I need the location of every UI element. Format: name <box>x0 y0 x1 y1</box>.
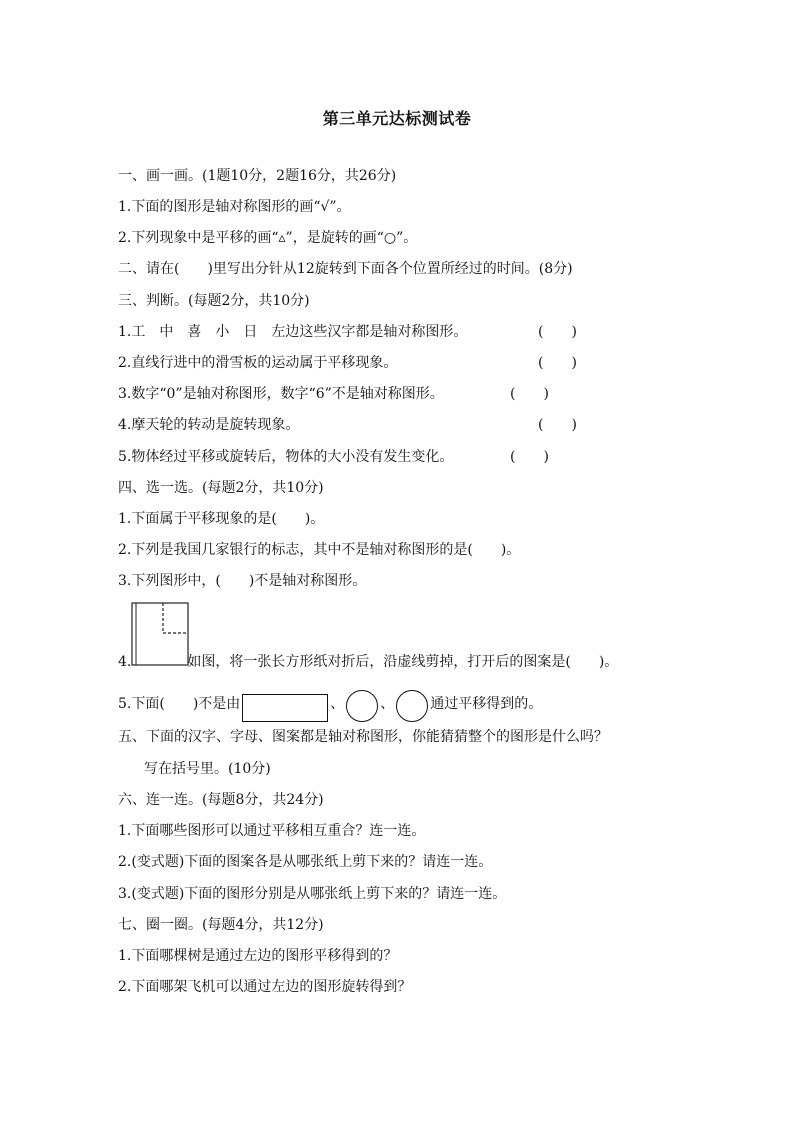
question-text: 通过平移得到的。 <box>430 696 543 712</box>
answer-paren: ( ) <box>538 355 577 371</box>
question-text: 如图，将一张长方形纸对折后，沿虚线剪掉，打开后的图案是( )。 <box>187 654 619 670</box>
separator: 、 <box>330 696 345 712</box>
answer-paren: ( ) <box>510 386 549 402</box>
separator: 、 <box>380 696 395 712</box>
section-4-question-3: 3.下列图形中，( )不是轴对称图形。 <box>118 573 367 589</box>
section-4-heading: 四、选一选。(每题2分，共10分) <box>118 480 324 496</box>
section-6-question-1: 1.下面哪些图形可以通过平移相互重合？连一连。 <box>118 823 426 839</box>
section-3-heading: 三、判断。(每题2分，共10分) <box>118 293 310 309</box>
hanzi-char: 小 <box>215 324 230 340</box>
question-number: 4. <box>118 654 132 670</box>
page-title: 第三单元达标测试卷 <box>322 109 472 128</box>
section-7-question-1: 1.下面哪棵树是通过左边的图形平移得到的？ <box>118 948 398 964</box>
section-2-heading: 二、请在( )里写出分针从12旋转到下面各个位置所经过的时间。(8分) <box>118 261 573 277</box>
answer-paren: ( ) <box>510 449 549 465</box>
section-1-question-1: 1.下面的图形是轴对称图形的画“√”。 <box>118 199 351 215</box>
question-text: 左边这些汉字都是轴对称图形。 <box>271 324 468 340</box>
section-4-question-4 <box>118 652 618 672</box>
section-7-heading: 七、圈一圈。(每题4分，共12分) <box>118 917 324 933</box>
hanzi-char: 工 <box>131 324 146 340</box>
section-3-question-3: 3.数字“0”是轴对称图形，数字“6”不是轴对称图形。 <box>118 386 444 402</box>
answer-paren: ( ) <box>538 417 577 433</box>
section-4-question-5 <box>118 686 542 722</box>
rectangle-shape <box>242 694 328 722</box>
section-6-heading: 六、连一连。(每题8分，共24分) <box>118 792 324 808</box>
section-3-question-1 <box>118 322 467 342</box>
section-5-subtext: 写在括号里。(10分) <box>144 761 271 777</box>
section-3-question-4: 4.摩天轮的转动是旋转现象。 <box>118 417 300 433</box>
hanzi-char: 喜 <box>187 324 202 340</box>
question-text: 5.下面( )不是由 <box>118 696 241 712</box>
circle-shape <box>396 690 428 722</box>
section-3-question-2: 2.直线行进中的滑雪板的运动属于平移现象。 <box>118 355 398 371</box>
cut-dashed-line <box>163 603 188 633</box>
circle-shape <box>346 690 378 722</box>
section-5-heading: 五、下面的汉字、字母、图案都是轴对称图形，你能猜猜整个的图形是什么吗？ <box>118 729 608 745</box>
section-3-question-5: 5.物体经过平移或旋转后，物体的大小没有发生变化。 <box>118 449 454 465</box>
answer-paren: ( ) <box>538 324 577 340</box>
hanzi-char: 日 <box>243 324 258 340</box>
section-4-question-2: 2.下列是我国几家银行的标志，其中不是轴对称图形的是( )。 <box>118 542 521 558</box>
section-7-question-2: 2.下面哪架飞机可以通过左边的图形旋转得到？ <box>118 979 412 995</box>
hanzi-char: 中 <box>159 324 174 340</box>
section-1-question-2: 2.下列现象中是平移的画“▵”，是旋转的画“○”。 <box>118 230 418 246</box>
section-1-heading: 一、画一画。(1题10分，2题16分，共26分) <box>118 168 397 184</box>
section-4-question-1: 1.下面属于平移现象的是( )。 <box>118 511 325 527</box>
section-6-question-2: 2.(变式题)下面的图案各是从哪张纸上剪下来的？请连一连。 <box>118 854 493 870</box>
section-6-question-3: 3.(变式题)下面的图形分别是从哪张纸上剪下来的？请连一连。 <box>118 886 507 902</box>
question-number: 1. <box>118 324 132 340</box>
